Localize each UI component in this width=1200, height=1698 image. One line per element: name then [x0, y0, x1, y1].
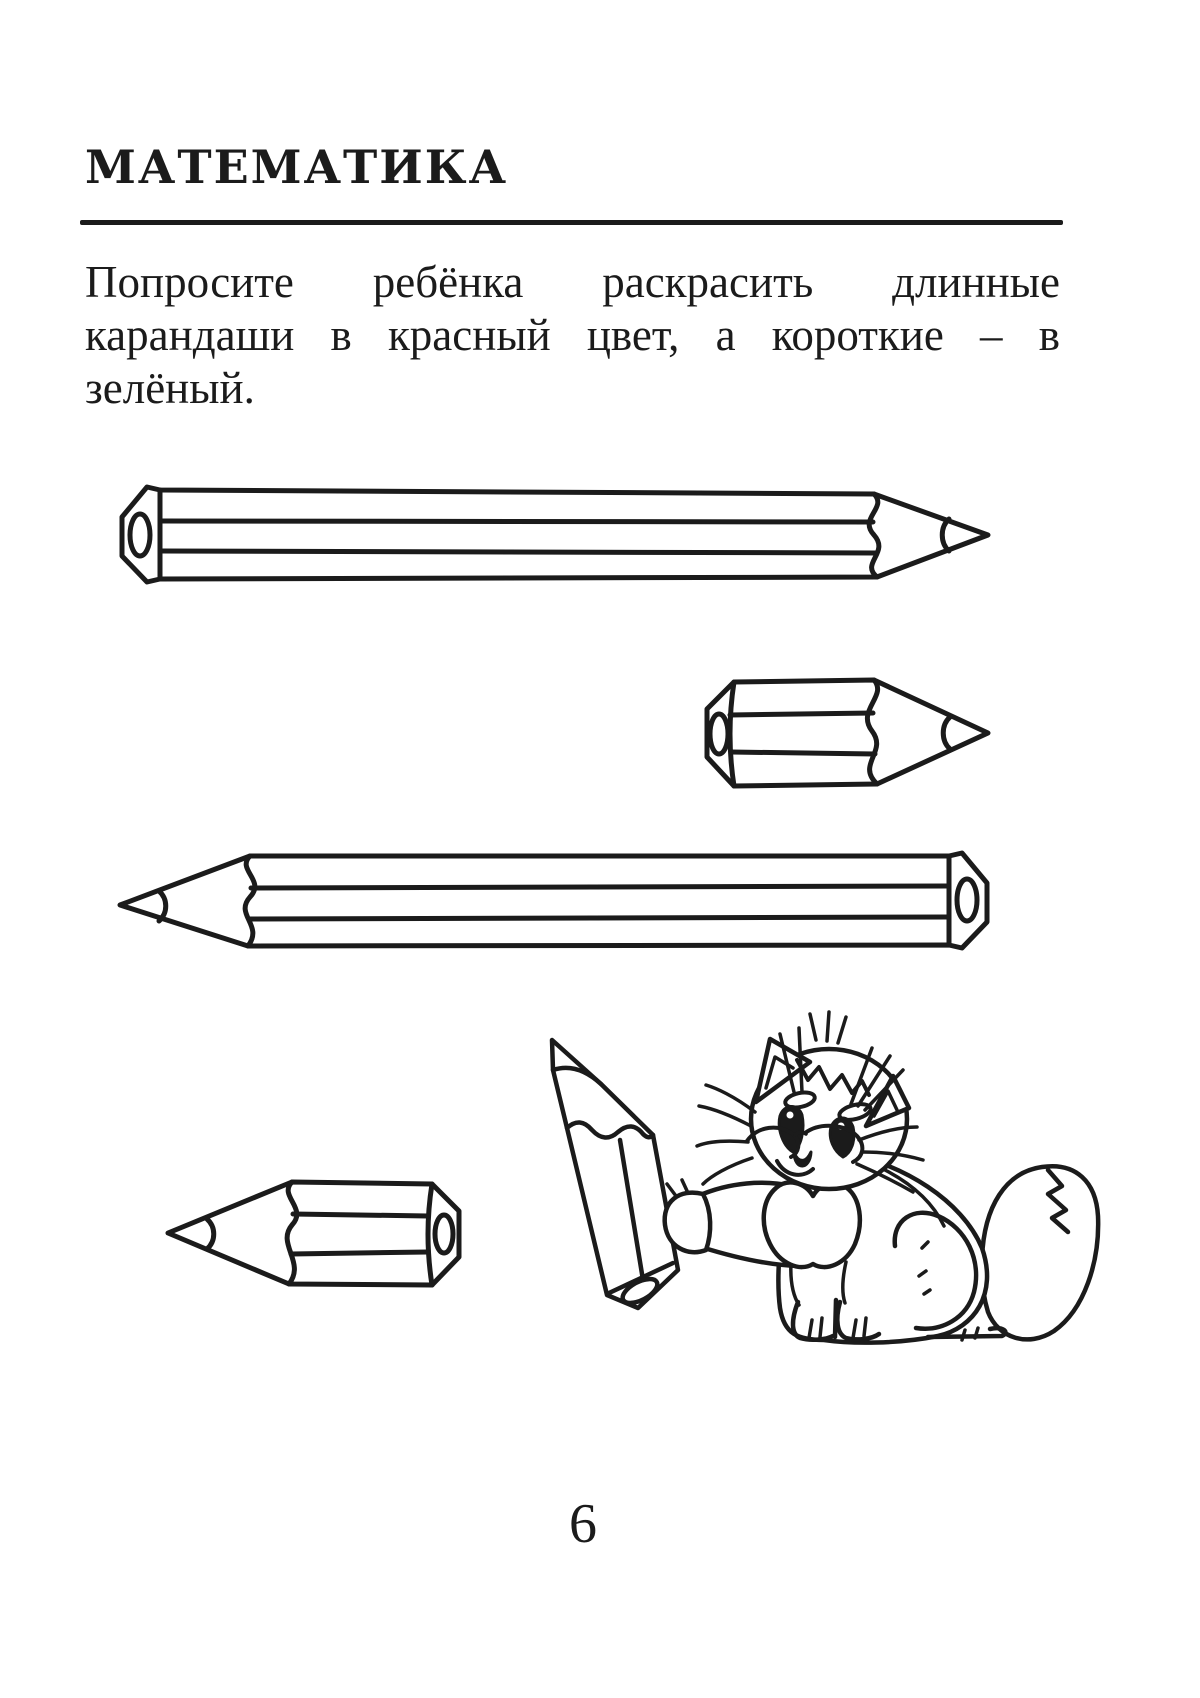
word: карандаши	[85, 310, 295, 360]
word: а	[715, 310, 736, 360]
word: в	[1038, 310, 1060, 360]
word: раскрасить	[602, 257, 814, 307]
pencil-long-left[interactable]	[120, 853, 987, 948]
pencil-short-right[interactable]	[707, 680, 988, 786]
kitten-tail	[982, 1166, 1098, 1339]
kitten-paw	[665, 1193, 711, 1253]
word: красный	[387, 310, 551, 360]
word: цвет,	[586, 310, 680, 360]
word: в	[330, 310, 352, 360]
page-title: МАТЕМАТИКА	[85, 140, 509, 194]
word: короткие	[771, 310, 944, 360]
word: ребёнка	[372, 257, 524, 307]
word: –	[980, 310, 1003, 360]
kitten-bib	[764, 1182, 860, 1267]
word: длинные	[892, 257, 1060, 307]
pencil-short-left[interactable]	[168, 1182, 459, 1285]
pencil-long-right[interactable]	[122, 487, 988, 582]
kitten-illustration	[552, 1012, 1098, 1343]
word: зелёный.	[85, 363, 255, 413]
word: Попросите	[85, 257, 294, 307]
kitten-pencil	[552, 1040, 678, 1308]
page-number: 6	[569, 1493, 597, 1555]
